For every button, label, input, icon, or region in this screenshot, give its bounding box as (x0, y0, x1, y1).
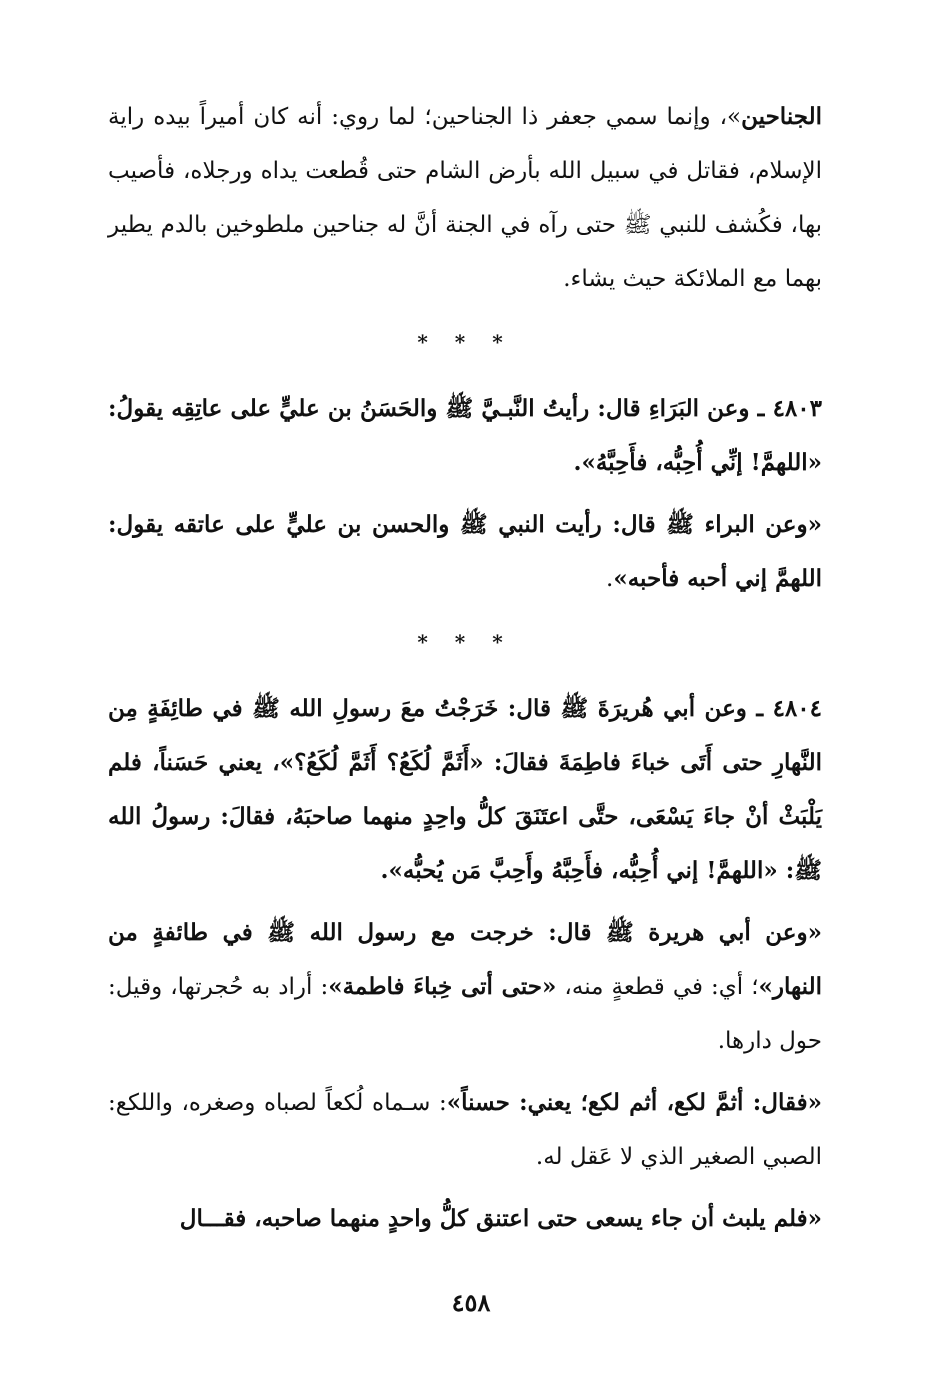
section-separator: * * * (417, 330, 513, 354)
hadith-4803: ٤٨٠٣ ـ وعن البَرَاءِ قال: رأيتُ النَّبـيَّ ﷺ والحَسَنُ بن عليٍّ على عاتِقِه يقولُ: «اللهمَّ! إنِّي أُحِبُّه، فأَحِبَّهُ». (108, 395, 822, 476)
bold-phrase: «حتى أتى خِباءَ فاطمة» (328, 973, 557, 1000)
spacer (108, 898, 822, 906)
hadith-4804: ٤٨٠٤ ـ وعن أبي هُريرَةَ ﷺ قال: خَرَجْتُ معَ رسولِ الله ﷺ في طائِفَةٍ مِن النَّهارِ حتى أَتَى خباءَ فاطِمَةَ فقالَ: «أَثَمَّ لُكَعُ؟ أَثَمَّ لُكَعُ؟»، يعني حَسَناً، فلم يَلْبَثْ أنْ جاءَ يَسْعَى، حتَّى اعتَنَقَ كلُّ واحِدٍ منهما صاحبَهُ، فقالَ: رسولُ الله ﷺ: «اللهمَّ! إني أُحِبُّه، فأَحِبَّهُ وأَحِبَّ مَن يُحبُّه». (108, 695, 822, 884)
commentary-paragraph-ja'far (108, 90, 822, 306)
bold-phrase: الجناحين (741, 103, 822, 130)
bold-phrase: «فقال: أثمَّ لكع، أثم لكع؛ يعني: حسناً» (446, 1089, 822, 1116)
commentary-4804-second (108, 1076, 822, 1184)
commentary-4804-third: «فلم يلبث أن جاء يسعى حتى اعتنق كلُّ واحدٍ منهما صاحبه، فقـــال (179, 1205, 822, 1232)
spacer (108, 1184, 822, 1192)
spacer (108, 490, 822, 498)
plain-text: ؛ أي: في قطعةٍ منه، (556, 974, 759, 1000)
commentary-4803 (108, 498, 822, 606)
spacer (108, 1068, 822, 1076)
bold-phrase: «وعن البراء ﷺ قال: رأيت النبي ﷺ والحسن بن عليٍّ على عاتقه يقول: اللهمَّ إني أحبه فأحبه» (108, 511, 822, 592)
plain-text: : سـماه لُكعاً لصباه وصغره، واللكع: الصبي الصغير الذي لا عَقل له. (108, 1090, 822, 1170)
commentary-4804-first (108, 906, 822, 1068)
page-number: ٤٥٨ (451, 1288, 491, 1317)
bold-phrase: «وعن أبي هريرة ﷺ قال: خرجت مع رسول الله ﷺ في طائفةٍ من النهار» (108, 919, 822, 1000)
page-body (108, 90, 822, 1246)
plain-text: : أراد به حُجرتها، وقيل: حول دارها. (108, 974, 822, 1054)
section-separator: * * * (417, 630, 513, 654)
plain-text: »، وإنما سمي جعفر ذا الجناحين؛ لما روي: أنه كان أميراً بيده راية الإسلام، فقاتل في سبيل الله بأرض الشام حتى قُطعت يداه ورجلاه، فأصيب بها، فكُشف للنبي ﷺ حتى رآه في الجنة أنَّ له جناحين ملطوخين بالدم يطير بهما مع الملائكة حيث يشاء. (108, 104, 822, 292)
plain-text: . (606, 566, 614, 592)
